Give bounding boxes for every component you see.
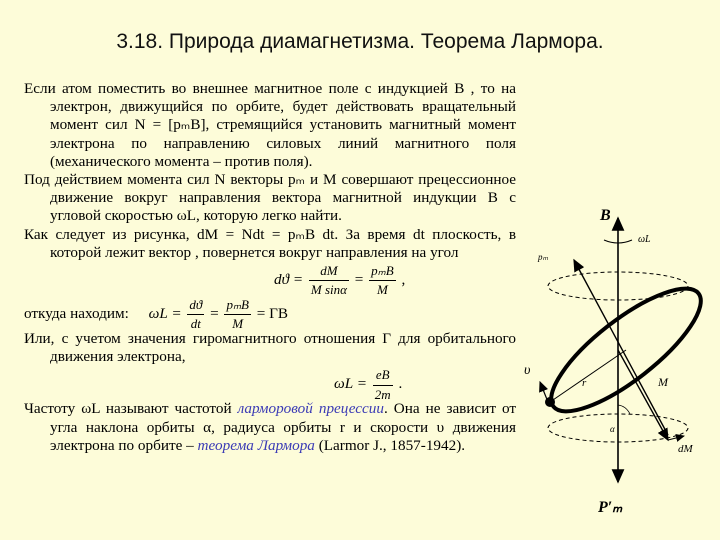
paragraph-5: Или, с учетом значения гиромагнитного отношения Γ для орбитального движения электрона, xyxy=(24,330,516,366)
label-r: r xyxy=(582,377,587,389)
paragraph-2: Под действием момента сил N векторы pₘ и M совершают прецессионное движение вокруг направления вектора магнитной индукции B с угловой скоростью ωL, которую легко найти. xyxy=(24,171,516,225)
label-dM: dM xyxy=(678,443,693,455)
label-upsilon: υ xyxy=(524,363,531,378)
label-M-top: M xyxy=(658,375,668,389)
formula-omega-eq: = xyxy=(210,305,219,323)
formula-omega-frac1: $\frac{dϑ}{dt}$ xyxy=(189,297,203,332)
dm-arrow xyxy=(668,436,684,440)
velocity-arrow xyxy=(540,382,548,402)
formula-dtheta xyxy=(24,262,516,296)
formula-dtheta-eq: = xyxy=(354,271,364,289)
body-text xyxy=(24,80,516,455)
formula-omega-frac2: $\frac{\text{pₘB}}{M}$ xyxy=(226,297,249,332)
term-larmor-theorem: теорема Лармора xyxy=(197,436,315,454)
slide-title: 3.18. Природа диамагнетизма. Теорема Лармора. xyxy=(116,30,604,53)
formula-dtheta-tail: , xyxy=(401,271,406,289)
label-pm: pₘ xyxy=(538,252,549,262)
electron-orbit xyxy=(535,270,714,431)
alpha-arc xyxy=(618,405,630,414)
label-B: B xyxy=(600,207,611,224)
paragraph-3: Как следует из рисунка, dM = Ndt = pₘB dt. За время dt плоскость, в которой лежит вектор , повернется вокруг направления на угол xyxy=(24,225,516,261)
formula-larmor-tail: . xyxy=(398,375,403,393)
formula-larmor-frac: $\frac{eB}{2m}$ xyxy=(374,367,391,402)
formula-dtheta-frac1: $\frac{dM}{\text{M sinα}}$ xyxy=(310,263,347,298)
formula-dtheta-frac2: $\frac{\text{pₘB}}{M}$ xyxy=(371,263,394,298)
formula-omega xyxy=(24,296,516,330)
formula-larmor xyxy=(24,366,516,400)
formula-omega-tail: = ΓB xyxy=(256,305,289,323)
m-vector-line xyxy=(618,350,668,440)
formula-dtheta-lhs: dϑ = xyxy=(274,271,304,289)
label-omegaL: ωL xyxy=(638,234,651,245)
term-larmor-precession: ларморовой прецессии xyxy=(237,400,384,418)
label-pm-prime: P′ₘ xyxy=(598,499,623,516)
paragraph-1: Если атом поместить во внешнее магнитное поле с индукцией B , то на электрон, движущийся по орбите, будет действовать вращательный момент сил N = [pₘB], стремящийся установить магнитный момент электрона по направлению силовых линий магнитного поля (механического момента – против поля). xyxy=(24,80,516,170)
formula-larmor-lhs: ωL = xyxy=(334,375,367,393)
label-alpha: α xyxy=(610,424,615,434)
larmor-precession-figure xyxy=(518,190,714,520)
paragraph-6: Частоту ωL называют частотой ларморовой прецессии. Она не зависит от угла наклона орбиты α, радиуса орбиты r и скорости υ движения электрона по орбите – теорема Лармора (Larmor J., 1857-1942). xyxy=(24,400,517,454)
paragraph-4: откуда находим: xyxy=(24,305,129,323)
formula-omega-lhs: ωL = xyxy=(148,305,182,323)
